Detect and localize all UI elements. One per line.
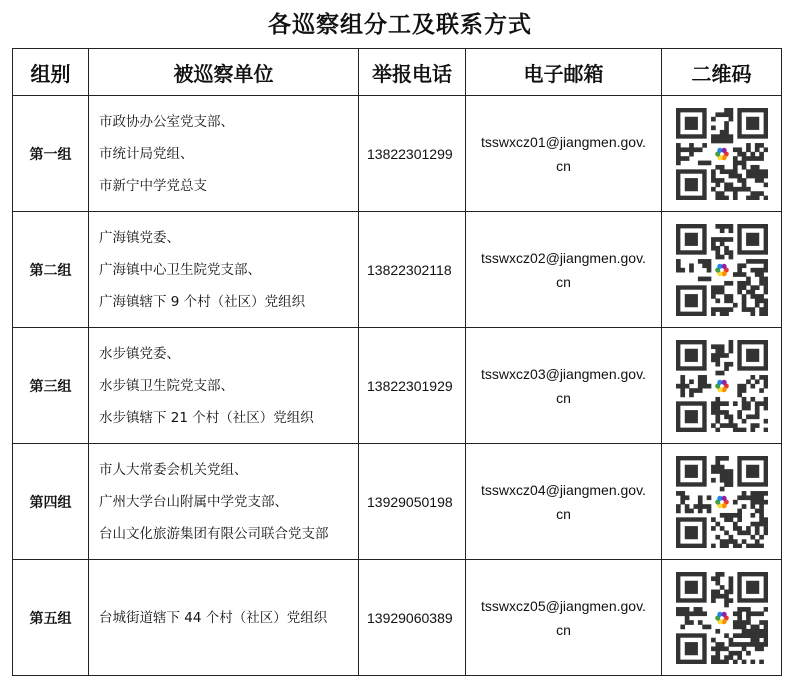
table-row xyxy=(13,212,782,328)
qr-code-icon[interactable] xyxy=(676,224,768,316)
email-line-2: cn xyxy=(556,621,571,638)
inspected-units xyxy=(89,560,359,676)
table-row xyxy=(13,96,782,212)
email-line-2: cn xyxy=(556,389,571,406)
report-phone: 13822302118 xyxy=(359,212,466,328)
unit-line: 广海镇辖下 9 个村（社区）党组织 xyxy=(99,293,306,310)
header-units: 被巡察单位 xyxy=(89,49,359,96)
email-line-1: tsswxcz01@jiangmen.gov. xyxy=(481,133,646,150)
qr-code-cell xyxy=(662,328,782,444)
report-phone: 13929050198 xyxy=(359,444,466,560)
email-address[interactable] xyxy=(466,96,662,212)
qr-code-icon[interactable] xyxy=(676,456,768,548)
unit-line: 市人大常委会机关党组、 xyxy=(99,461,248,478)
group-name: 第一组 xyxy=(13,96,89,212)
email-address[interactable] xyxy=(466,212,662,328)
group-name: 第二组 xyxy=(13,212,89,328)
qr-code-icon[interactable] xyxy=(676,572,768,664)
unit-line: 市统计局党组、 xyxy=(99,145,194,162)
unit-line: 广州大学台山附属中学党支部、 xyxy=(99,493,288,510)
email-line-1: tsswxcz05@jiangmen.gov. xyxy=(481,597,646,614)
email-line-2: cn xyxy=(556,273,571,290)
email-address[interactable] xyxy=(466,560,662,676)
group-name: 第四组 xyxy=(13,444,89,560)
unit-line: 水步镇党委、 xyxy=(99,345,180,362)
qr-code-cell xyxy=(662,212,782,328)
report-phone: 13929060389 xyxy=(359,560,466,676)
inspected-units xyxy=(89,212,359,328)
report-phone: 13822301299 xyxy=(359,96,466,212)
inspected-units xyxy=(89,328,359,444)
unit-line: 市政协办公室党支部、 xyxy=(99,113,234,130)
qr-code-icon[interactable] xyxy=(676,108,768,200)
report-phone: 13822301929 xyxy=(359,328,466,444)
header-phone: 举报电话 xyxy=(359,49,466,96)
email-line-2: cn xyxy=(556,157,571,174)
email-line-2: cn xyxy=(556,505,571,522)
unit-line: 广海镇中心卫生院党支部、 xyxy=(99,261,261,278)
inspected-units xyxy=(89,444,359,560)
table-row xyxy=(13,328,782,444)
unit-line: 台山文化旅游集团有限公司联合党支部 xyxy=(99,525,329,542)
qr-code-icon[interactable] xyxy=(676,340,768,432)
unit-line: 市新宁中学党总支 xyxy=(99,177,207,194)
unit-line: 水步镇辖下 21 个村（社区）党组织 xyxy=(99,409,314,426)
document-title: 各巡察组分工及联系方式 xyxy=(268,12,532,38)
group-name: 第三组 xyxy=(13,328,89,444)
contact-table xyxy=(12,48,782,676)
unit-line: 广海镇党委、 xyxy=(99,229,180,246)
header-qr: 二维码 xyxy=(662,49,782,96)
qr-code-cell xyxy=(662,444,782,560)
unit-line: 水步镇卫生院党支部、 xyxy=(99,377,234,394)
email-line-1: tsswxcz02@jiangmen.gov. xyxy=(481,249,646,266)
table-row xyxy=(13,444,782,560)
header-group: 组别 xyxy=(13,49,89,96)
group-name: 第五组 xyxy=(13,560,89,676)
unit-line: 台城街道辖下 44 个村（社区）党组织 xyxy=(99,609,328,626)
email-line-1: tsswxcz04@jiangmen.gov. xyxy=(481,481,646,498)
header-email: 电子邮箱 xyxy=(466,49,662,96)
inspected-units xyxy=(89,96,359,212)
qr-code-cell xyxy=(662,560,782,676)
email-line-1: tsswxcz03@jiangmen.gov. xyxy=(481,365,646,382)
table-header-row xyxy=(13,49,782,96)
email-address[interactable] xyxy=(466,444,662,560)
email-address[interactable] xyxy=(466,328,662,444)
qr-code-cell xyxy=(662,96,782,212)
table-row xyxy=(13,560,782,676)
